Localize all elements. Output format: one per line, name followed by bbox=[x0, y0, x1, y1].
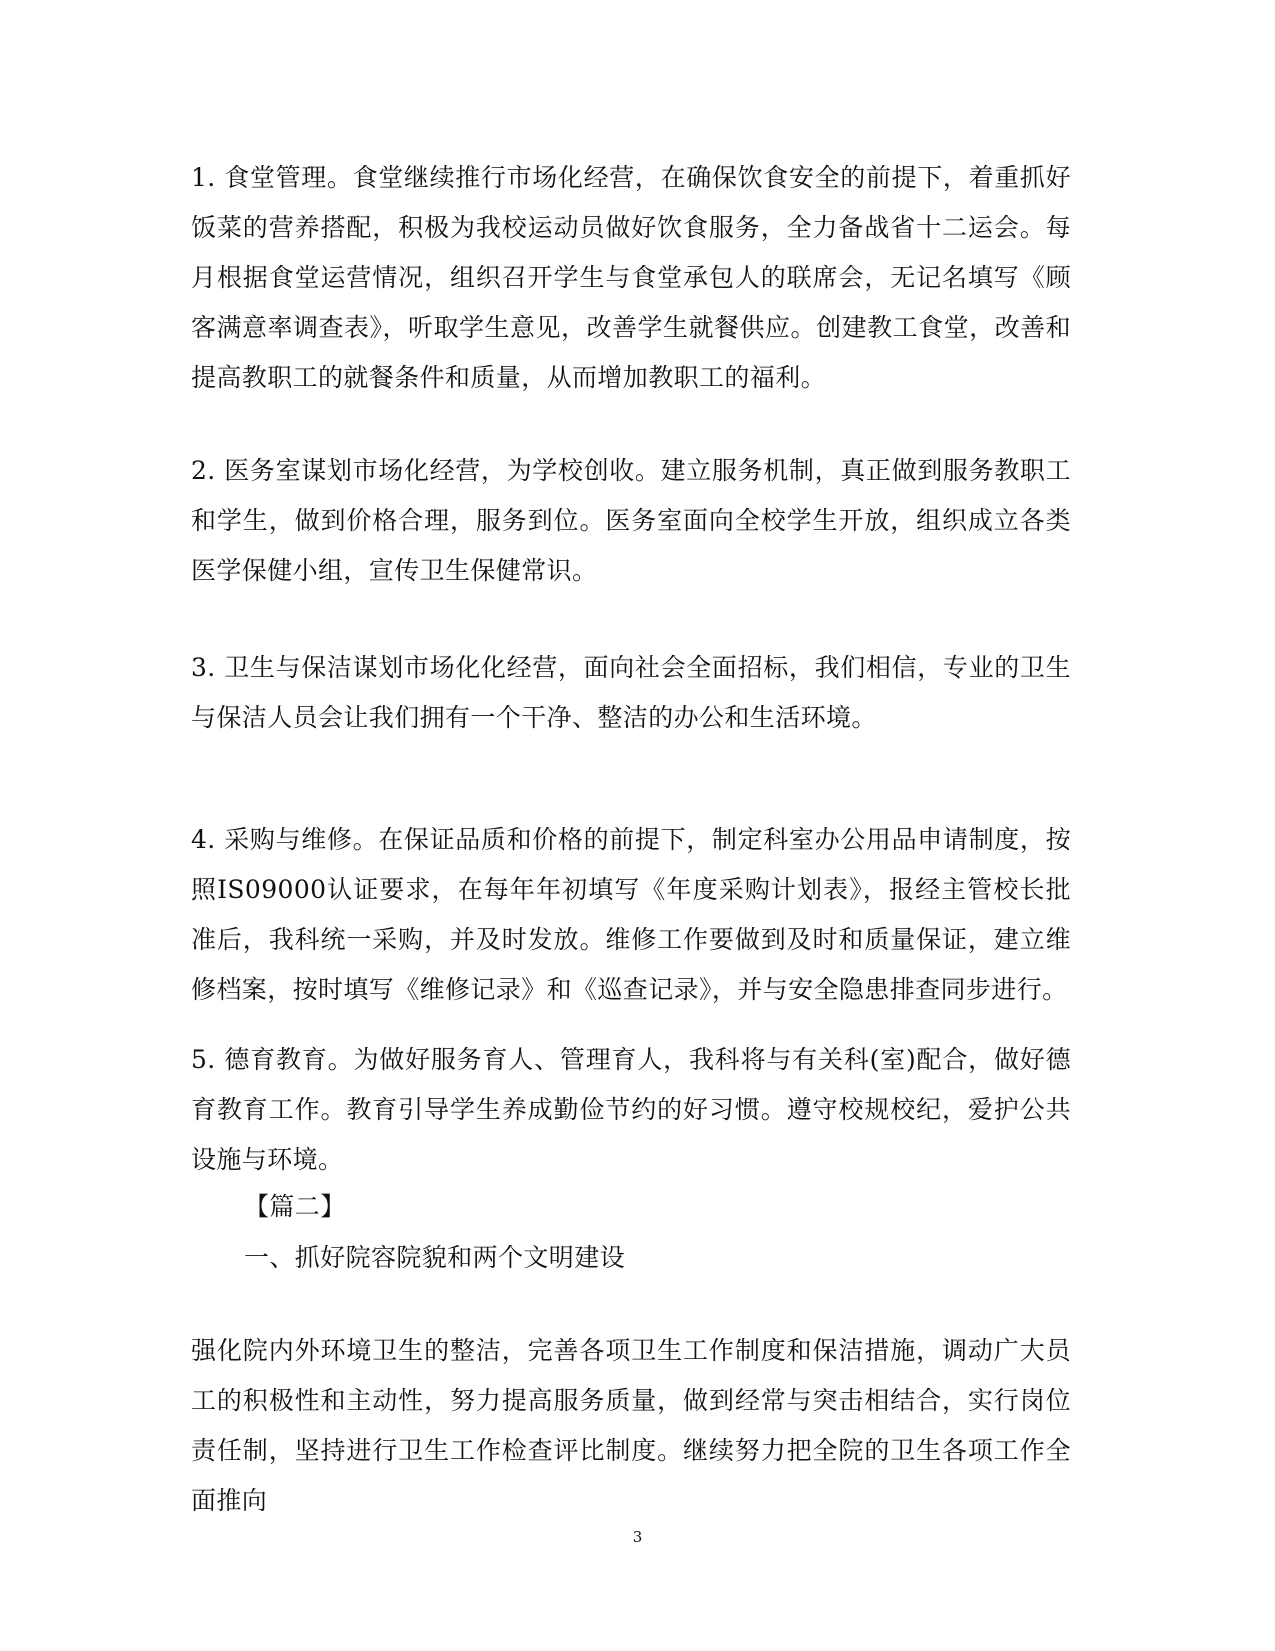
paragraph-sanitation: 3. 卫生与保洁谋划市场化化经营，面向社会全面招标，我们相信，专业的卫生与保洁人员会让我们拥有一个干净、整洁的办公和生活环境。 bbox=[191, 653, 1071, 732]
section-heading: 【篇二】 bbox=[244, 1192, 346, 1221]
paragraph-moral-education: 5. 德育教育。为做好服务育人、管理育人，我科将与有关科(室)配合，做好德育教育工作。教育引导学生养成勤俭节约的好习惯。遵守校规校纪，爱护公共设施与环境。 bbox=[191, 1045, 1071, 1174]
paragraph-canteen-management: 1. 食堂管理。食堂继续推行市场化经营，在确保饮食安全的前提下，着重抓好饭菜的营养搭配，积极为我校运动员做好饮食服务，全力备战省十二运会。每月根据食堂运营情况，组织召开学生与食堂承包人的联席会，无记名填写《顾客满意率调查表》，听取学生意见，改善学生就餐供应。创建教工食堂，改善和提高教职工的就餐条件和质量，从而增加教职工的福利。 bbox=[191, 163, 1071, 392]
paragraph-clinic: 2. 医务室谋划市场化经营，为学校创收。建立服务机制，真正做到服务教职工和学生，做到价格合理，服务到位。医务室面向全校学生开放，组织成立各类医学保健小组，宣传卫生保健常识。 bbox=[191, 456, 1071, 585]
page-number: 3 bbox=[632, 1528, 643, 1546]
subheading: 一、抓好院容院貌和两个文明建设 bbox=[244, 1243, 626, 1272]
paragraph-procurement-maintenance: 4. 采购与维修。在保证品质和价格的前提下，制定科室办公用品申请制度，按照IS09000认证要求，在每年年初填写《年度采购计划表》，报经主管校长批准后，我科统一采购，并及时发放。维修工作要做到及时和质量保证，建立维修档案，按时填写《维修记录》和《巡查记录》，并与安全隐患排查同步进行。 bbox=[191, 825, 1071, 1004]
paragraph-environment: 强化院内外环境卫生的整洁，完善各项卫生工作制度和保洁措施，调动广大员工的积极性和主动性，努力提高服务质量，做到经常与突击相结合，实行岗位责任制，坚持进行卫生工作检查评比制度。继续努力把全院的卫生各项工作全面推向 bbox=[191, 1336, 1071, 1515]
